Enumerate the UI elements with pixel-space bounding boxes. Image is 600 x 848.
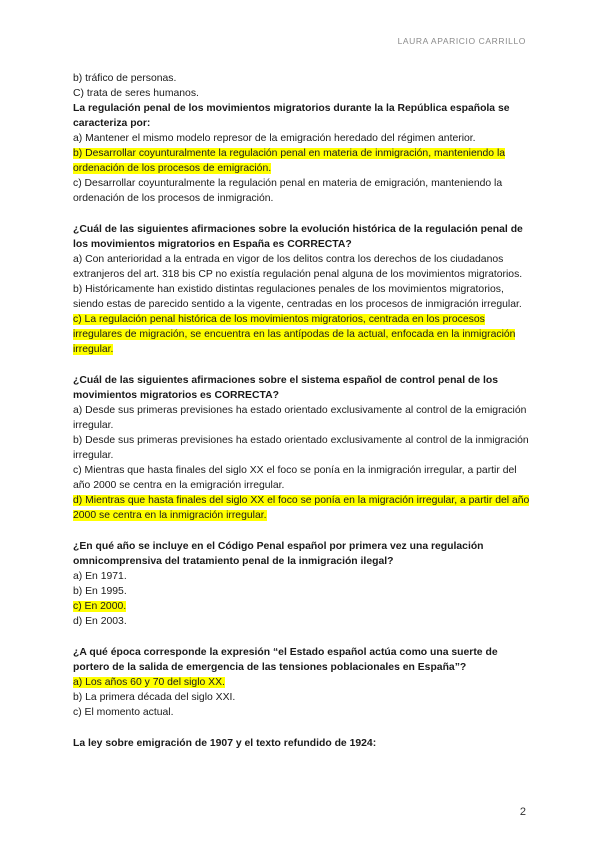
correct-option: c) La regulación penal histórica de los movimientos migratorios, centrada en los procesos irregulares de migración, se encuentra en las antípodas de la actual, enfocada en la inmigración irregular. <box>73 314 516 355</box>
question-heading: ¿Cuál de las siguientes afirmaciones sobre el sistema español de control penal de los movimientos migratorios es CORRECTA? <box>73 375 498 401</box>
option-line: a) Mantener el mismo modelo represor de la emigración heredado del régimen anterior. <box>73 133 476 144</box>
page-number: 2 <box>519 806 526 818</box>
option-line: d) En 2003. <box>73 616 127 627</box>
option-line: b) tráfico de personas. <box>73 73 177 84</box>
option-line: b) En 1995. <box>73 586 127 597</box>
option-line: b) Desde sus primeras previsiones ha estado orientado exclusivamente al control de la inmigración irregular. <box>73 435 529 461</box>
correct-option: a) Los años 60 y 70 del siglo XX. <box>73 677 225 688</box>
option-line: c) Mientras que hasta finales del siglo XX el foco se ponía en la inmigración irregular, a partir del año 2000 se centra en la emigración irregular. <box>73 465 517 491</box>
option-line: c) El momento actual. <box>73 707 174 718</box>
page-header-author: LAURA APARICIO CARRILLO <box>397 36 526 46</box>
question-heading: ¿En qué año se incluye en el Código Penal español por primera vez una regulación omnicomprensiva del tratamiento penal de la inmigración ilegal? <box>73 541 484 567</box>
option-line: a) Desde sus primeras previsiones ha estado orientado exclusivamente al control de la emigración irregular. <box>73 405 527 431</box>
correct-option: b) Desarrollar coyunturalmente la regulación penal en materia de inmigración, manteniendo la ordenación de los procesos de emigración. <box>73 148 506 174</box>
question-heading: ¿Cuál de las siguientes afirmaciones sobre la evolución histórica de la regulación penal de los movimientos migratorios en España es CORRECTA? <box>73 224 523 250</box>
question-heading: ¿A qué época corresponde la expresión “el Estado español actúa como una suerte de portero de la salida de emergencia de las tensiones poblacionales en España”? <box>73 647 498 673</box>
option-line: C) trata de seres humanos. <box>73 88 199 99</box>
option-line: b) Históricamente han existido distintas regulaciones penales de los movimientos migratorios, siendo estas de parecido sentido a la vigente, centradas en los procesos de inmigración irregular. <box>73 284 522 310</box>
document-body <box>73 71 533 751</box>
option-line: c) Desarrollar coyunturalmente la regulación penal en materia de emigración, manteniendo la ordenación de los procesos de inmigración. <box>73 178 503 204</box>
correct-option: c) En 2000. <box>73 601 127 612</box>
option-line: a) En 1971. <box>73 571 127 582</box>
option-line: a) Con anterioridad a la entrada en vigor de los delitos contra los derechos de los ciudadanos extranjeros del art. 318 bis CP no existía regulación penal alguna de los movimientos migratorios. <box>73 254 523 280</box>
option-line: b) La primera década del siglo XXI. <box>73 692 236 703</box>
question-heading: La regulación penal de los movimientos migratorios durante la la República española se caracteriza por: <box>73 103 510 129</box>
correct-option: d) Mientras que hasta finales del siglo XX el foco se ponía en la migración irregular, a partir del año 2000 se centra en la inmigración irregular. <box>73 495 530 521</box>
question-heading: La ley sobre emigración de 1907 y el texto refundido de 1924: <box>73 738 377 749</box>
